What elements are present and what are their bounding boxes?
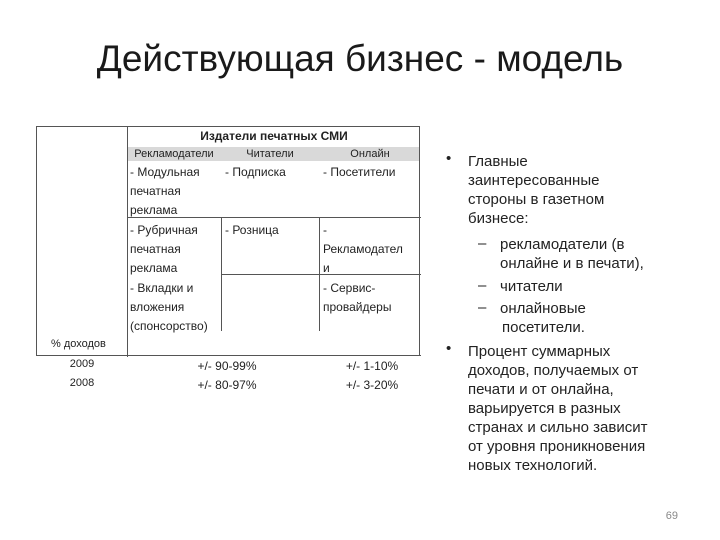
bullet-stakeholders [468,152,604,228]
table-cell: Рекламодател [323,242,403,256]
bullet-line: читатели [500,278,563,295]
bullet-line: заинтересованные [468,172,600,189]
table-cell: (спонсорство) [130,319,208,333]
bullet-line: Процент суммарных [468,343,611,360]
col-header-readers: Читатели [246,148,294,160]
table-cell: и [323,261,330,275]
sub-bullet-readers [500,277,563,296]
bullet-line: печати и от онлайна, [468,381,614,398]
bullet-line: варьируется в разных [468,400,621,417]
bullet-line: Главные [468,153,528,170]
table-cell: - Модульная [130,165,200,179]
table-cell: - Сервис- [323,281,376,295]
page-number: 69 [665,510,678,522]
bullet-line: посетители. [502,319,585,336]
table-group-header: Издатели печатных СМИ [200,129,348,143]
col-header-advertisers: Рекламодатели [134,148,214,160]
bullet-line: от уровня проникновения [468,438,646,455]
sub-bullet-marker: – [478,299,487,316]
business-model-table [36,126,420,392]
table-cell: вложения [130,300,185,314]
bullet-line: бизнесе: [468,210,529,227]
table-cell: - Розница [225,223,279,237]
bullet-marker: • [446,340,452,357]
col-header-online: Онлайн [350,148,390,160]
bullet-line: рекламодатели (в [500,236,625,253]
bullet-line: странах и сильно зависит [468,419,648,436]
bullet-marker: • [446,150,452,167]
row-label-revenue: % доходов [51,338,106,350]
print-revenue-value: +/- 80-97% [197,378,257,392]
bullet-line: стороны в газетном [468,191,605,208]
sub-bullet-advertisers [500,235,644,273]
bullet-line: новых технологий. [468,457,598,474]
slide-title: Действующая бизнес - модель [96,38,624,79]
table-cell: - Подписка [225,165,286,179]
table-cell: - Вкладки и [130,281,194,295]
sub-bullet-marker: – [478,277,487,294]
table-cell: реклама [130,203,178,217]
year-label: 2009 [69,358,95,370]
table-cell: печатная [130,184,181,198]
print-revenue-value: +/- 90-99% [197,359,257,373]
table-cell: - [323,223,327,237]
year-label: 2008 [69,377,95,389]
online-revenue-value: +/- 3-20% [345,378,399,392]
table-cell: - Посетители [323,165,396,179]
table-cell: провайдеры [323,300,392,314]
online-revenue-value: +/- 1-10% [345,359,399,373]
sub-bullet-marker: – [478,235,487,252]
table-cell: реклама [130,261,178,275]
bullet-line: доходов, получаемых от [468,362,639,379]
bullet-line: онлайновые [500,300,586,317]
bullet-revenue-share [468,342,647,475]
bullet-line: онлайне и в печати), [500,255,644,272]
sub-bullet-online-visitors [500,299,586,337]
table-cell: печатная [130,242,181,256]
table-cell: - Рубричная [130,223,198,237]
